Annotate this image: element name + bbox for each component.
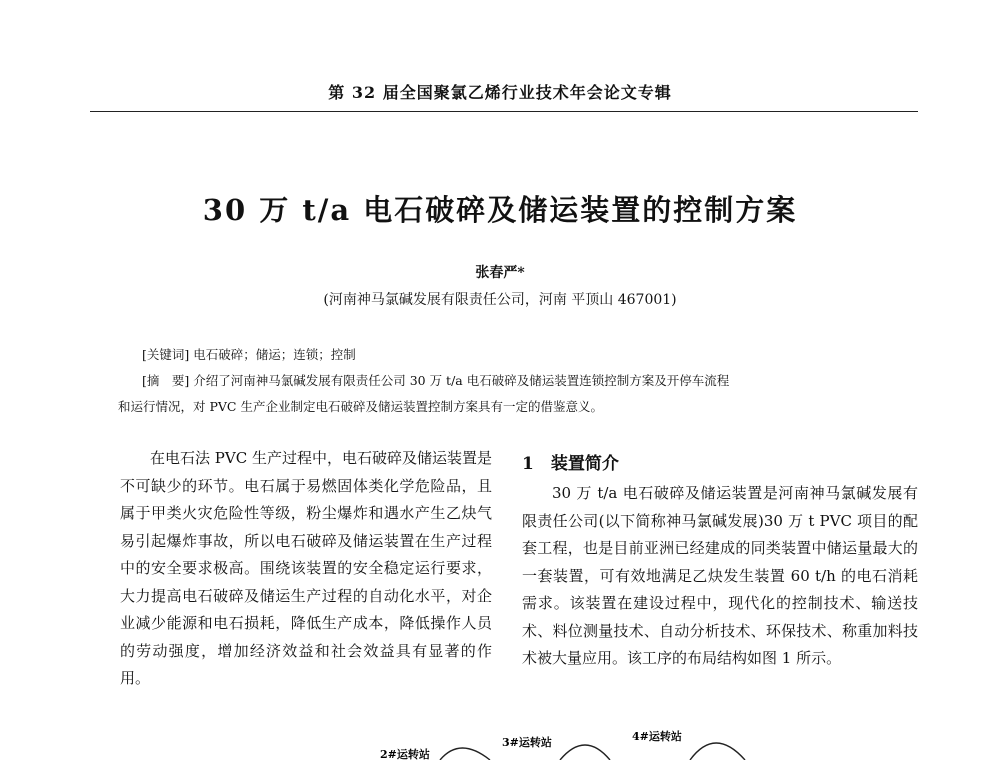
keywords: [关键词] 电石破碎；储运；连锁；控制 [142, 347, 356, 362]
right-column-paragraph: 30 万 t/a 电石破碎及储运装置是河南神马氯碱发展有限责任公司(以下简称神马氯碱发展)30 万 t PVC 项目的配套工程，也是目前亚洲已经建成的同类装置中储运量最大的一套装置，可有效地满足乙炔发生装置 60 t/h 的电石消耗需求。该装置在建设过程中，现代化的控制技术、输送技术、料位测量技术、自动分析技术、环保技术、称重加料技术被大量应用。该工序的布局结构如图 1 所示。 [522, 484, 918, 667]
figure-arc-3 [690, 743, 745, 760]
figure-1-partial [0, 728, 1000, 760]
running-header: 第 32 届全国聚氯乙烯行业技术年会论文专辑 [328, 83, 672, 102]
affiliation: (河南神马氯碱发展有限责任公司，河南 平顶山 467001) [323, 292, 677, 308]
paper-title: 30 万 t/a 电石破碎及储运装置的控制方案 [202, 193, 798, 227]
figure-label-2: 2#运转站 [380, 748, 430, 760]
author: 张春严* [475, 265, 525, 281]
figure-label-4: 4#运转站 [632, 730, 682, 743]
left-column-paragraph: 在电石法 PVC 生产过程中，电石破碎及储运装置是不可缺少的环节。电石属于易燃固体类化学危险品，且属于甲类火灾危险性等级，粉尘爆炸和遇水产生乙炔气易引起爆炸事故，所以电石破碎及储运装置在生产过程中的安全要求极高。围绕该装置的安全稳定运行要求，大力提高电石破碎及储运生产过程的自动化水平，对企业减少能源和电石损耗，降低生产成本，降低操作人员的劳动强度，增加经济效益和社会效益具有显著的作用。 [120, 449, 492, 687]
abstract-line-1: [摘 要] 介绍了河南神马氯碱发展有限责任公司 30 万 t/a 电石破碎及储运装置连锁控制方案及开停车流程 [142, 373, 730, 388]
figure-arc-2 [560, 745, 610, 760]
section-heading: 1 装置简介 [522, 454, 619, 474]
header-rule [90, 111, 918, 112]
abstract-line-2: 和运行情况，对 PVC 生产企业制定电石破碎及储运装置控制方案具有一定的借鉴意义。 [118, 399, 603, 414]
figure-arc-1 [440, 748, 490, 760]
figure-label-3: 3#运转站 [502, 736, 552, 749]
